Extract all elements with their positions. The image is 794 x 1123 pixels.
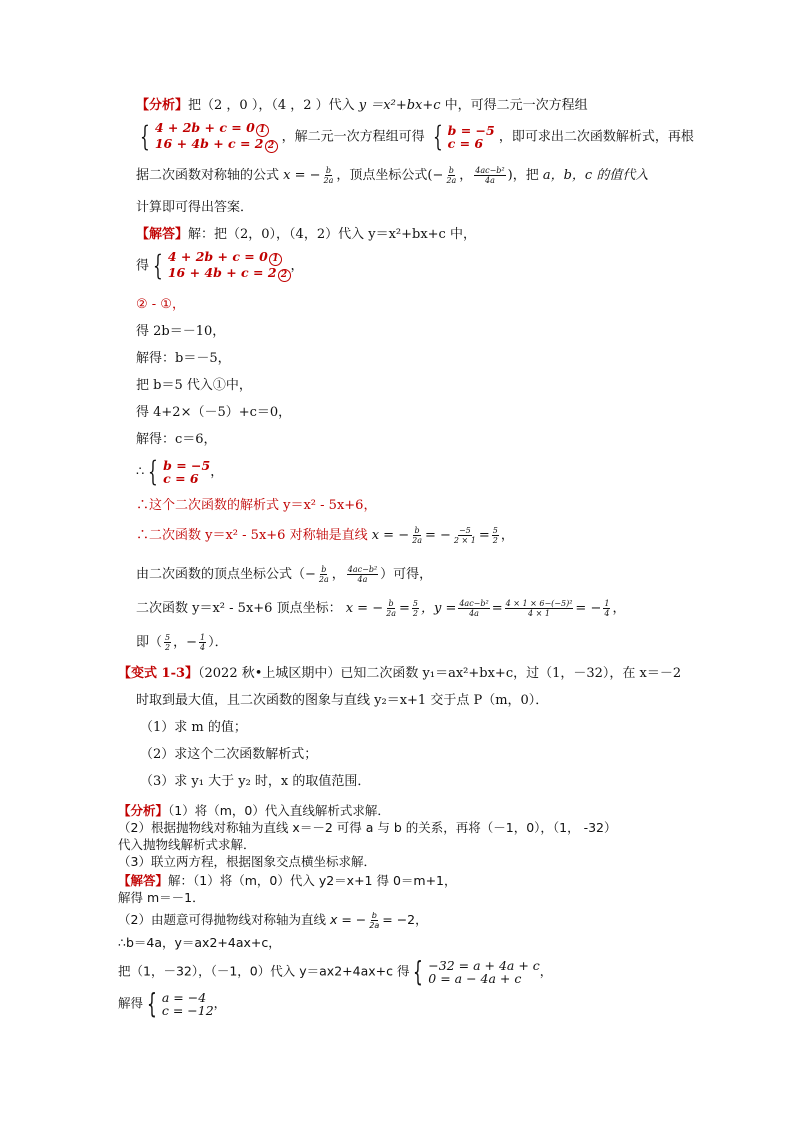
analysis2-line1	[118, 802, 390, 820]
sol3-a: a = −4	[161, 990, 207, 1005]
analysis1-text-l3b: ，顶点坐标公式(	[336, 168, 433, 183]
frac-1-4-b: $\frac{1}{4}$	[200, 633, 206, 652]
y-eq: ，y =	[420, 601, 457, 616]
fraction-vertex-y: $\frac{\text{4ac−b²}}{4a}$	[475, 166, 505, 185]
frac-5-2: $\frac{5}{2}$	[492, 526, 498, 545]
frac-b-2a-4: $\frac{b}{2a}$	[318, 565, 329, 584]
variant-text1: （2022 秋•上城区期中）已知二次函数 y₁＝ax²+bx+c，过（1，－32），在 x＝－2	[198, 666, 682, 681]
analysis2-line4: （3）联立两方程，根据图象交点横坐标求解．	[118, 854, 376, 869]
analysis-tag: 【分析】	[136, 98, 189, 113]
solution1-line2	[136, 250, 304, 282]
solution2-line5	[118, 955, 553, 988]
solution1-calc: 得 4+2×（－5）+c＝0，	[136, 405, 292, 420]
eq-neg: = −	[424, 528, 451, 543]
solution2-line4: ∴b＝4a，y＝ax2+4ax+c，	[118, 935, 281, 950]
sys2-row2: 16 + 4b + c = 2	[167, 265, 277, 280]
analysis2-line2: （2）根据抛物线对称轴为直线 x＝－2 可得 a 与 b 的关系，再将（－1，0），（1， -32）	[118, 820, 617, 835]
neg-sign-2: −	[305, 567, 316, 582]
sol-b: b = −5	[447, 123, 495, 138]
solution2-line2: 解得 m＝－1．	[118, 890, 205, 905]
frac-4ac-4a-3: $\frac{\text{4ac−b²}}{4a}$	[459, 599, 489, 618]
analysis2-line3: 代入抛物线解析式求解．	[118, 837, 256, 852]
eq2: =	[478, 528, 490, 543]
sys2-row1: 4 + 2b + c = 0	[167, 249, 268, 264]
solution2-tag: 【解答】	[118, 873, 169, 888]
solution1-b: 解得：b＝－5，	[136, 351, 231, 366]
frac-m5-2x1: $\frac{-5}{2 \times 1}$	[453, 526, 476, 545]
frac-1-4: $\frac{1}{4}$	[604, 599, 610, 618]
analysis1-text-b: 中，可得二元一次方程组	[440, 98, 588, 113]
eq5: = −	[575, 601, 602, 616]
solution2-text5a: 把（1，－32），（－1，0）代入 y＝ax2+4ax+c 得	[118, 963, 410, 979]
solution2-text6b: ，	[213, 995, 227, 1011]
solution1-sub: ② - ①，	[136, 297, 185, 312]
circled-2b: 2	[278, 269, 291, 282]
final-text-a: 即（	[136, 635, 163, 650]
solution2-text1: 解：（1）将（m，0）代入 y2＝x+1 得 0＝m+1，	[168, 873, 457, 888]
solution1-2b: 得 2b＝－10，	[136, 324, 226, 339]
circled-2: 2	[265, 140, 278, 153]
solution2-text6a: 解得	[118, 995, 144, 1011]
analysis1-line2	[136, 121, 694, 153]
comma: ，	[290, 258, 304, 274]
variant-q2: （2）求这个二次函数解析式；	[140, 747, 318, 762]
v2-x-eq: x = −	[345, 601, 384, 616]
solution1-final: 即（ $\frac{5}{2}$ ，− $\frac{1}{4}$ ）．	[136, 633, 228, 652]
sol2-c: c = 6	[163, 471, 199, 486]
frac-4ac-4a-2: $\frac{\text{4ac−b²}}{4a}$	[347, 565, 378, 584]
solution-system-2: { b = −5 c = 6	[148, 455, 211, 488]
solution-system-3: { a = −4 c = −12	[147, 987, 214, 1020]
var-y: y	[358, 98, 367, 113]
solution1-vtx: 由二次函数的顶点坐标公式（− $\frac{b}{2a}$ ， $\frac{\text{4ac−b²}}{4a}$ ）可得，	[136, 565, 433, 584]
frac-b-2a-3: $\frac{b}{2a}$	[412, 526, 422, 545]
solution1-therefore	[136, 455, 224, 488]
analysis1-text-end: ，即可求出二次函数解析式，再根	[498, 129, 694, 145]
solution2-text3a: （2）由题意可得抛物线对称轴为直线	[118, 912, 326, 927]
solution2-axis-eq: x = −	[329, 912, 367, 927]
solution1-axis: ∴二次函数 y＝x² - 5x+6 对称轴是直线 x = − $\frac{b}{2a}$ = − $\frac{-5}{2 \times 1}$ = $\frac{5}{2}$ ，	[136, 526, 514, 545]
solution1-put: 把 b＝5 代入①中，	[136, 378, 252, 393]
axis-formula: x = −	[283, 168, 321, 183]
circled-1: 1	[256, 124, 269, 137]
comma-2: ，	[210, 464, 224, 480]
analysis1-text-l3c: )，把	[507, 168, 539, 183]
analysis1-line3: 据二次函数对称轴的公式 x = − $\frac{b}{2a}$ ，顶点坐标公式(− $\frac{b}{2a}$ ， $\frac{\text{4ac−b²}}{4a}$ )，把 a，b，c 的值代入	[136, 166, 649, 185]
sys3-row2: 0 = a − 4a + c	[428, 971, 522, 986]
eq3: =	[398, 601, 410, 616]
frac-big: $\frac{\text{4 × 1 × 6−(−5)²}}{4 \times 1}$	[505, 599, 573, 618]
solution1-v2: 二次函数 y＝x² - 5x+6 顶点坐标： x = − $\frac{b}{2a}$ = $\frac{5}{2}$ ，y = $\frac{\text{4ac−b²}}{4a}$ = $\frac{\text{4 × 1 × 6−(−5)²}}{4 \times 1}$ = − $\frac{1}{4}$ ，	[136, 599, 626, 618]
solution2-line6	[118, 987, 227, 1020]
final-text-b: ）．	[208, 635, 228, 650]
variant-q1: （1）求 m 的值；	[140, 720, 247, 735]
frac-b-2a-6: $\frac{b}{2a}$	[369, 911, 380, 930]
v2-text: 二次函数 y＝x² - 5x+6 顶点坐标：	[136, 601, 342, 616]
sol3-c: c = −12	[161, 1003, 214, 1018]
sol2-b: b = −5	[163, 458, 211, 473]
solution1-c: 解得：c＝6，	[136, 432, 217, 447]
fraction-b-2a-2: $\frac{b}{2a}$	[446, 166, 457, 185]
fraction-b-2a: $\frac{b}{2a}$	[323, 166, 334, 185]
neg-sign: −	[432, 168, 444, 183]
solution1-text1: 解：把（2，0），（4，2）代入 y＝x²+bx+c 中，	[188, 227, 476, 242]
variant-line1	[118, 665, 681, 683]
sys1-row2: 16 + 4b + c = 2	[154, 136, 264, 151]
frac-5-2-c: $\frac{5}{2}$	[165, 633, 171, 652]
vtx-text-a: 由二次函数的顶点坐标公式（	[136, 567, 306, 582]
variant-line2: 时取到最大值，且二次函数的图象与直线 y₂＝x+1 交于点 P（m，0）．	[136, 693, 549, 708]
solution-system-1: { b = −5 c = 6	[432, 120, 495, 153]
solution1-func: ∴这个二次函数的解析式 y＝x² - 5x+6，	[136, 498, 377, 513]
axis-eq: x = −	[371, 528, 410, 543]
vtx-text-b: ）可得，	[380, 567, 433, 582]
frac-5-2-b: $\frac{5}{2}$	[412, 599, 418, 618]
sys3-row1: −32 = a + 4a + c	[428, 958, 540, 973]
analysis1-text-a: 把（2 ，0 ），（4 ，2 ）代入	[188, 98, 355, 113]
analysis2-tag: 【分析】	[118, 803, 169, 818]
sol-c: c = 6	[447, 136, 484, 151]
axis-text: ∴二次函数 y＝x² - 5x+6 对称轴是直线	[136, 528, 368, 543]
analysis1-line4: 计算即可得出答案．	[136, 200, 254, 215]
equation-system-2: { 4 + 2b + c = 0 1 16 + 4b + c = 2 2	[149, 250, 291, 282]
variant-tag: 【变式 1-3】	[118, 666, 199, 681]
analysis1-text-mid: ，解二元一次方程组可得	[281, 129, 425, 145]
sys1-row1: 4 + 2b + c = 0	[154, 120, 255, 135]
analysis1-text-l3a: 据二次函数对称轴的公式	[136, 168, 280, 183]
solution2-text5b: ，	[539, 963, 553, 979]
solution1-line1	[136, 226, 476, 244]
therefore-sign: ∴	[136, 464, 145, 480]
analysis2-text1: （1）将（m，0）代入直线解析式求解．	[168, 803, 390, 818]
eq4: =	[491, 601, 503, 616]
solution2-text3b: = −2，	[382, 912, 428, 927]
analysis1-text-l3d: a，b，c 的值代入	[542, 168, 649, 183]
solution2-line1	[118, 872, 457, 890]
frac-b-2a-5: $\frac{b}{2a}$	[386, 599, 396, 618]
analysis1-line1	[136, 97, 588, 115]
de-label: 得	[136, 258, 150, 274]
solution2-line3	[118, 911, 428, 930]
neg-sign-3: −	[186, 635, 198, 650]
eq-quadratic: ＝x²+bx+c	[370, 98, 441, 113]
variant-q3: （3）求 y₁ 大于 y₂ 时，x 的取值范围．	[140, 774, 371, 789]
solution-tag: 【解答】	[136, 227, 189, 242]
circled-1b: 1	[269, 253, 282, 266]
equation-system-3: { −32 = a + 4a + c 0 = a − 4a + c	[413, 955, 540, 988]
equation-system-1: { 4 + 2b + c = 0 1 16 + 4b + c = 2 2	[136, 121, 278, 153]
